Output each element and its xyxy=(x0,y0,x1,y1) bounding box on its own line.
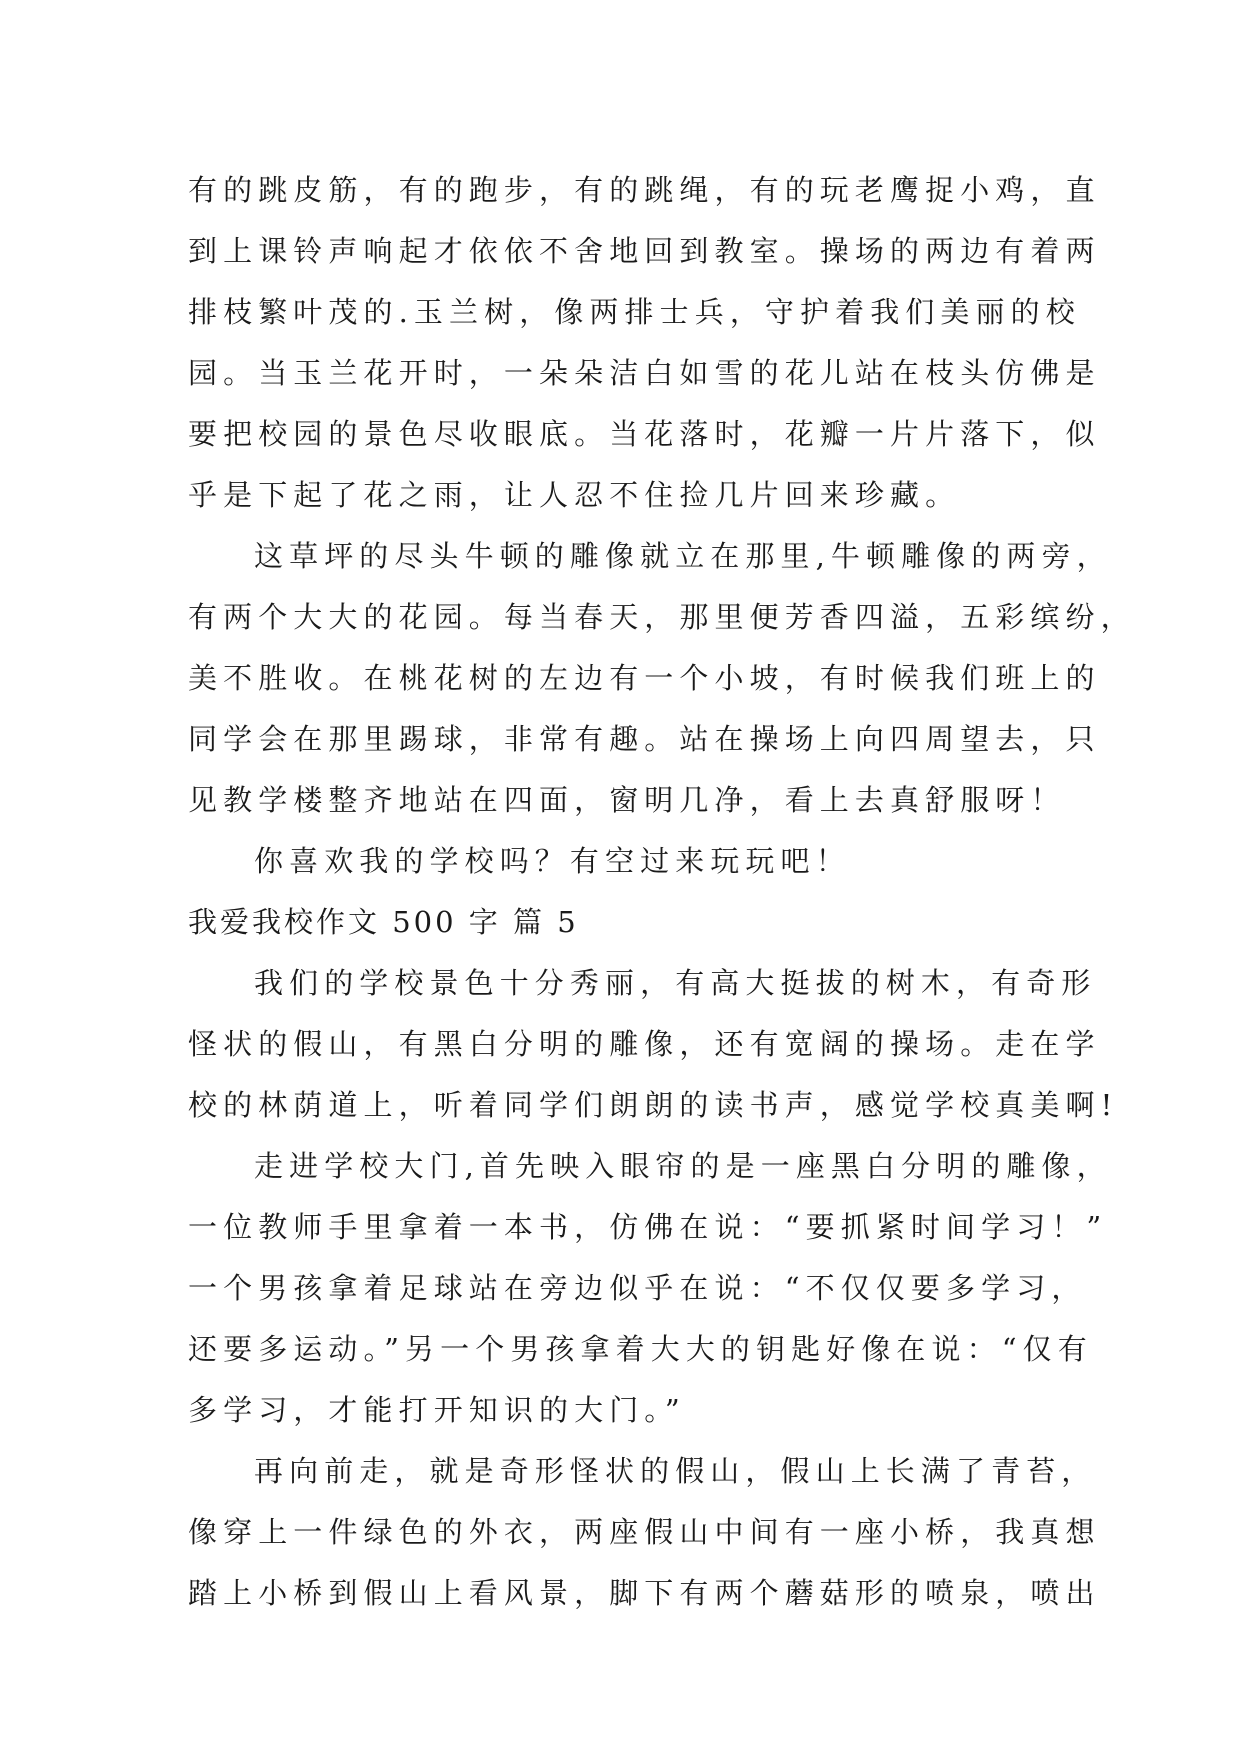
paragraph-first-line: 我们的学校景色十分秀丽，有高大挺拔的树木，有奇形 xyxy=(254,966,1097,1000)
text-line: 要把校园的景色尽收眼底。当花落时，花瓣一片片落下，似 xyxy=(188,417,1101,451)
text-line: 像穿上一件绿色的外衣，两座假山中间有一座小桥，我真想 xyxy=(188,1515,1101,1549)
text-line: 见教学楼整齐地站在四面，窗明几净，看上去真舒服呀！ xyxy=(188,783,1066,817)
text-line: 同学会在那里踢球，非常有趣。站在操场上向四周望去，只 xyxy=(188,722,1101,756)
text-line: 多学习，才能打开知识的大门。” xyxy=(188,1393,686,1427)
text-line: 校的林荫道上，听着同学们朗朗的读书声，感觉学校真美啊! xyxy=(188,1088,1119,1122)
text-line: 踏上小桥到假山上看风景，脚下有两个蘑菇形的喷泉，喷出 xyxy=(188,1576,1101,1610)
text-line: 一个男孩拿着足球站在旁边似乎在说：“不仅仅要多学习， xyxy=(188,1271,1087,1305)
text-line: 排枝繁叶茂的.玉兰树，像两排士兵，守护着我们美丽的校 xyxy=(188,295,1081,329)
text-line: 一位教师手里拿着一本书，仿佛在说：“要抓紧时间学习！” xyxy=(188,1210,1108,1244)
text-line: 怪状的假山，有黑白分明的雕像，还有宽阔的操场。走在学 xyxy=(188,1027,1101,1061)
essay-body xyxy=(188,160,1136,1624)
paragraph-first-line: 你喜欢我的学校吗？有空过来玩玩吧！ xyxy=(254,844,851,878)
text-line: 乎是下起了花之雨，让人忍不住捡几片回来珍藏。 xyxy=(188,478,961,512)
section-heading: 我爱我校作文 500 字 篇 5 xyxy=(188,905,579,939)
text-line: 有两个大大的花园。每当春天，那里便芳香四溢，五彩缤纷， xyxy=(188,600,1136,634)
text-line: 美不胜收。在桃花树的左边有一个小坡，有时候我们班上的 xyxy=(188,661,1101,695)
text-line: 有的跳皮筋，有的跑步，有的跳绳，有的玩老鹰捉小鸡，直 xyxy=(188,173,1101,207)
text-line: 还要多运动。”另一个男孩拿着大大的钥匙好像在说：“仅有 xyxy=(188,1332,1093,1366)
paragraph-first-line: 这草坪的尽头牛顿的雕像就立在那里,牛顿雕像的两旁， xyxy=(254,539,1112,573)
text-line: 园。当玉兰花开时，一朵朵洁白如雪的花儿站在枝头仿佛是 xyxy=(188,356,1101,390)
text-line: 到上课铃声响起才依依不舍地回到教室。操场的两边有着两 xyxy=(188,234,1101,268)
paragraph-first-line: 走进学校大门,首先映入眼帘的是一座黑白分明的雕像， xyxy=(254,1149,1112,1183)
paragraph-first-line: 再向前走，就是奇形怪状的假山，假山上长满了青苔， xyxy=(254,1454,1097,1488)
